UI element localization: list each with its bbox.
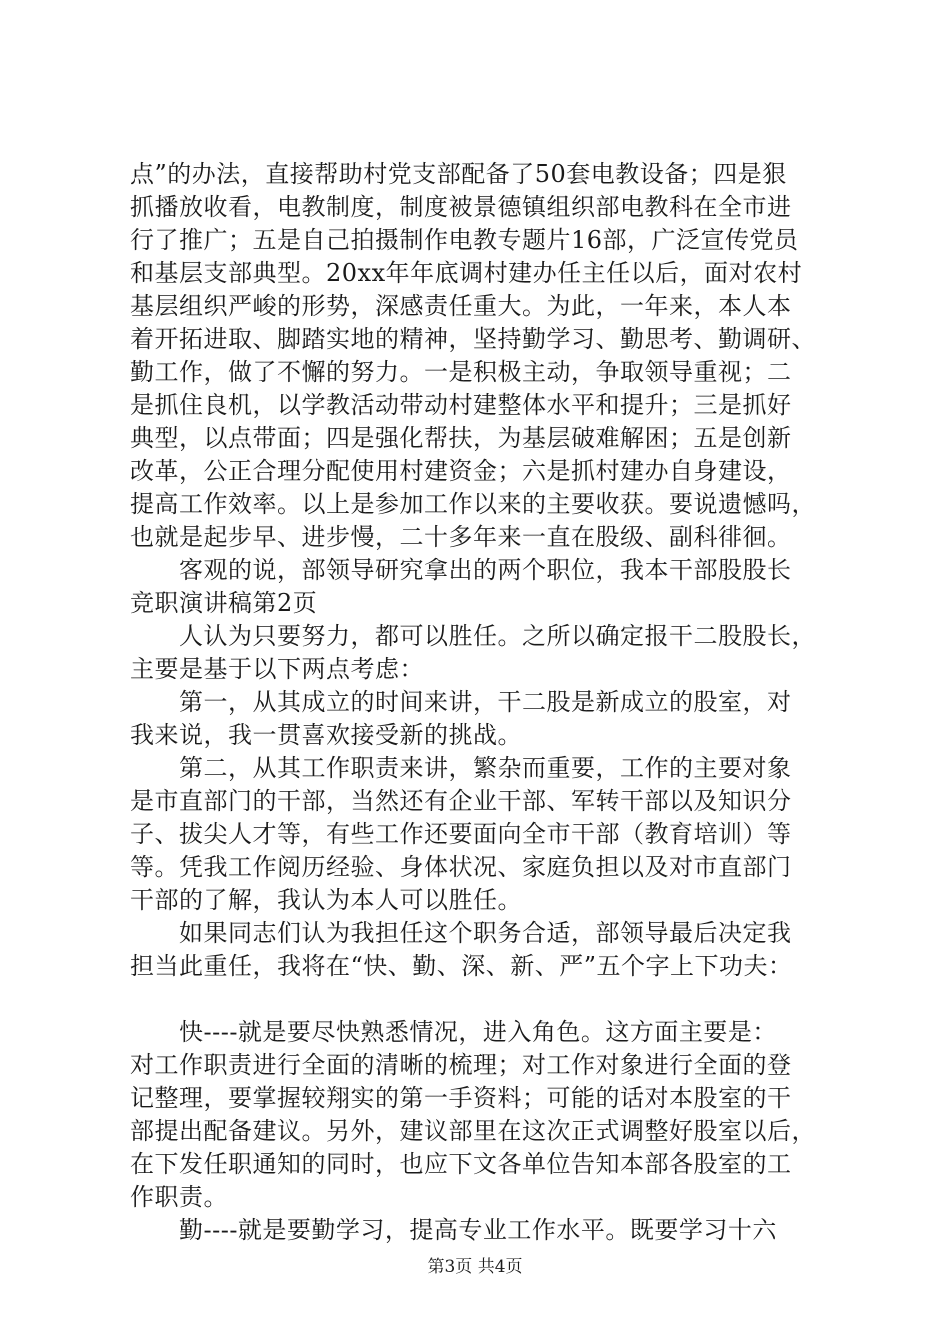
text-line: 第一，从其成立的时间来讲，干二股是新成立的股室，对 — [130, 688, 792, 716]
text-line: 对工作职责进行全面的清晰的梳理；对工作对象进行全面的登 — [130, 1051, 792, 1079]
text-line: 等。凭我工作阅历经验、身体状况、家庭负担以及对市直部门 — [130, 853, 792, 881]
text-line: 在下发任职通知的同时，也应下文各单位告知本部各股室的工 — [130, 1150, 792, 1178]
text-line: 如果同志们认为我担任这个职务合适，部领导最后决定我 — [130, 919, 792, 947]
text-line: 第二，从其工作职责来讲，繁杂而重要，工作的主要对象 — [130, 754, 792, 782]
text-line: 担当此重任，我将在“快、勤、深、新、严”五个字上下功夫： — [130, 952, 793, 980]
text-line: 是抓住良机，以学教活动带动村建整体水平和提升；三是抓好 — [130, 391, 792, 419]
text-line: 子、拔尖人才等，有些工作还要面向全市干部（教育培训）等 — [130, 820, 792, 848]
document-body — [130, 158, 852, 1247]
text-line: 快----就是要尽快熟悉情况，进入角色。这方面主要是： — [130, 1018, 777, 1046]
text-line: 改革，公正合理分配使用村建资金；六是抓村建办自身建设， — [130, 457, 792, 485]
text-line: 基层组织严峻的形势，深感责任重大。为此，一年来，本人本 — [130, 292, 792, 320]
text-line: 主要是基于以下两点考虑： — [130, 655, 424, 683]
text-line: 勤----就是要勤学习，提高专业工作水平。既要学习十六 — [130, 1216, 777, 1244]
text-line: 也就是起步早、进步慢，二十多年来一直在股级、副科徘徊。 — [130, 523, 792, 551]
blank-line — [130, 983, 852, 1016]
text-line: 行了推广；五是自己拍摄制作电教专题片16部，广泛宣传党员 — [130, 226, 799, 254]
text-line: 作职责。 — [130, 1183, 228, 1211]
page-footer: 第3页 共4页 — [427, 1257, 523, 1277]
text-line: 部提出配备建议。另外，建议部里在这次正式调整好股室以后， — [130, 1117, 816, 1145]
text-line: 抓播放收看，电教制度，制度被景德镇组织部电教科在全市进 — [130, 193, 792, 221]
text-line: 记整理，要掌握较翔实的第一手资料；可能的话对本股室的干 — [130, 1084, 792, 1112]
text-line: 我来说，我一贯喜欢接受新的挑战。 — [130, 721, 522, 749]
text-line: 干部的了解，我认为本人可以胜任。 — [130, 886, 522, 914]
text-line: 和基层支部典型。20xx年年底调村建办任主任以后，面对农村 — [130, 259, 803, 287]
text-line: 提高工作效率。以上是参加工作以来的主要收获。要说遗憾吗， — [130, 490, 816, 518]
text-line: 客观的说，部领导研究拿出的两个职位，我本干部股股长 — [130, 556, 792, 584]
text-line: 着开拓进取、脚踏实地的精神，坚持勤学习、勤思考、勤调研、 — [130, 325, 816, 353]
text-line: 是市直部门的干部，当然还有企业干部、军转干部以及知识分 — [130, 787, 792, 815]
text-line: 典型，以点带面；四是强化帮扶，为基层破难解困；五是创新 — [130, 424, 792, 452]
text-line: 竞职演讲稿第2页 — [130, 589, 318, 617]
text-line: 点”的办法，直接帮助村党支部配备了50套电教设备；四是狠 — [130, 160, 787, 188]
text-line: 勤工作，做了不懈的努力。一是积极主动，争取领导重视；二 — [130, 358, 792, 386]
text-line: 人认为只要努力，都可以胜任。之所以确定报干二股股长， — [130, 622, 816, 650]
